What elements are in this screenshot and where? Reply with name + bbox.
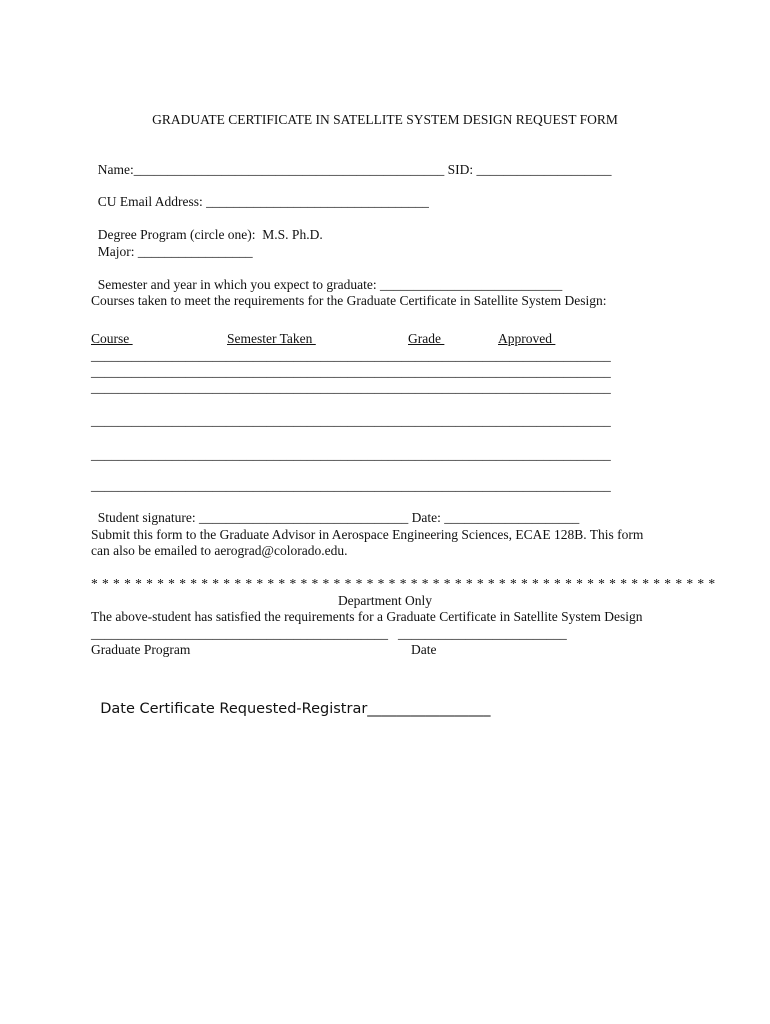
sid-field[interactable]: ____________________ [476,162,612,177]
header-semester-taken: Semester Taken [227,331,316,346]
form-title: GRADUATE CERTIFICATE IN SATELLITE SYSTEM DESIGN REQUEST FORM [152,112,618,127]
header-grade: Grade [408,331,445,346]
department-date-label: Date [411,642,437,657]
email-row [91,178,429,210]
name-sid-row [91,146,612,178]
signature-field[interactable]: _______________________________ [199,510,409,525]
signature-label: Student signature: [97,510,199,525]
name-label: Name: [97,162,134,177]
course-row-6[interactable]: _____________________________________________________________________________ [91,478,611,493]
submit-line-2: can also be emailed to aerograd@colorado.edu. [91,543,348,558]
header-approved: Approved [498,331,556,346]
email-label: CU Email Address: [97,194,207,209]
course-row-5[interactable]: _____________________________________________________________________________ [91,447,611,462]
department-heading: Department Only [337,593,433,608]
courses-intro: Courses taken to meet the requirements for the Graduate Certificate in Satellite System Design: [91,293,607,308]
signature-row [91,494,579,526]
signature-date-label: Date: [408,510,445,525]
semester-label: Semester and year in which you expect to graduate: [97,277,381,292]
submit-line-1: Submit this form to the Graduate Advisor in Aerospace Engineering Sciences, ECAE 128B. This form [91,527,644,542]
signature-date-field[interactable]: ____________________ [444,510,580,525]
sid-label: SID: [444,162,477,177]
major-field[interactable]: _________________ [137,244,253,259]
major-row [91,228,253,260]
registrar-label: Date Certificate Requested-Registrar [100,701,368,717]
graduate-program-field[interactable]: ____________________________________________ [91,626,388,641]
registrar-field[interactable]: _________________ [367,701,491,717]
department-statement: The above-student has satisfied the requirements for a Graduate Certificate in Satellite System Design [91,609,643,624]
course-row-2[interactable]: _____________________________________________________________________________ [91,364,611,379]
semester-row [91,261,562,293]
course-row-4[interactable]: _____________________________________________________________________________ [91,413,611,428]
graduate-program-label: Graduate Program [91,642,191,657]
registrar-row [91,685,491,717]
header-course: Course [91,331,133,346]
semester-field[interactable]: ___________________________ [380,277,563,292]
department-date-field[interactable]: _________________________ [398,626,567,641]
course-row-1[interactable]: _____________________________________________________________________________ [91,348,611,363]
department-separator: * * * * * * * * * * * * * * * * * * * * * * * * * * * * * * * * * * * * * * * * * * * * * * * * * * * * * * * * * [91,576,716,591]
major-label: Major: [97,244,138,259]
name-field[interactable]: ______________________________________________ [133,162,445,177]
course-row-3[interactable]: _____________________________________________________________________________ [91,380,611,395]
email-field[interactable]: _________________________________ [206,194,429,209]
degree-program-label: Degree Program (circle one): M.S. Ph.D. [97,227,323,242]
